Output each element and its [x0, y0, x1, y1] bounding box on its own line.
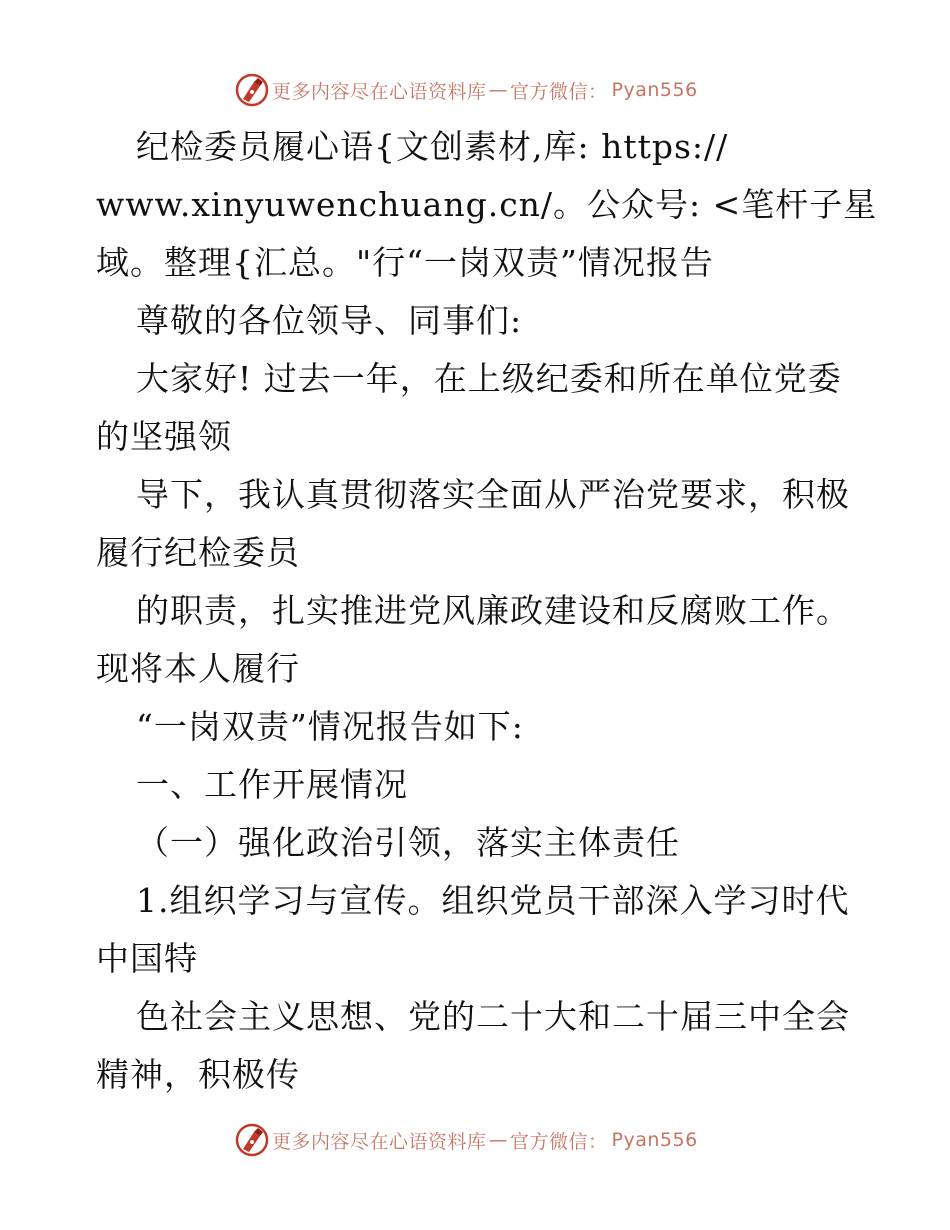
- text-line: 履行纪检委员: [96, 533, 300, 572]
- text-line: 色社会主义思想、党的二十大和二十届三中全会: [136, 997, 850, 1036]
- banner-wechat-label: 官方微信：: [510, 80, 608, 103]
- pen-nib-logo-icon: [234, 72, 270, 108]
- pen-nib-logo-icon: [234, 1122, 270, 1158]
- text-line: “一岗双责”情况报告如下:: [136, 707, 524, 746]
- section-heading: 一、工作开展情况: [136, 765, 408, 804]
- banner-wechat-id: Pyan556: [611, 1129, 698, 1151]
- text-line: 域。整理{汇总。"行“一岗双责”情况报告: [96, 243, 714, 282]
- text-line: 精神，积极传: [96, 1055, 300, 1094]
- document-body: [96, 118, 878, 1104]
- banner-main-text: 更多内容尽在心语资料库: [272, 80, 487, 103]
- subsection-heading: （一）强化政治引领，落实主体责任: [136, 823, 680, 862]
- banner-dash: —: [488, 1129, 509, 1151]
- banner-main-text: 更多内容尽在心语资料库: [272, 1130, 487, 1153]
- text-line: 中国特: [96, 939, 198, 978]
- text-line: 的职责，扎实推进党风廉政建设和反腐败工作。: [136, 591, 850, 630]
- text-line: 纪检委员履心语{文创素材,库: https://: [136, 127, 729, 166]
- text-line: 1.组织学习与宣传。组织党员干部深入学习时代: [136, 881, 850, 920]
- text-line: 大家好! 过去一年，在上级纪委和所在单位党委: [136, 359, 842, 398]
- text-line: 的坚强领: [96, 417, 232, 456]
- banner-wechat-id: Pyan556: [611, 79, 698, 101]
- text-line: www.xinyuwenchuang.cn/。公众号: <笔杆子星: [96, 185, 878, 224]
- banner-wechat-label: 官方微信：: [510, 1130, 608, 1153]
- salutation: 尊敬的各位领导、同事们:: [136, 301, 523, 340]
- text-line: 导下，我认真贯彻落实全面从严治党要求，积极: [136, 475, 850, 514]
- text-line: 现将本人履行: [96, 649, 300, 688]
- banner-dash: —: [488, 79, 509, 101]
- footer-banner[interactable]: [234, 1122, 698, 1158]
- header-banner[interactable]: [234, 72, 698, 108]
